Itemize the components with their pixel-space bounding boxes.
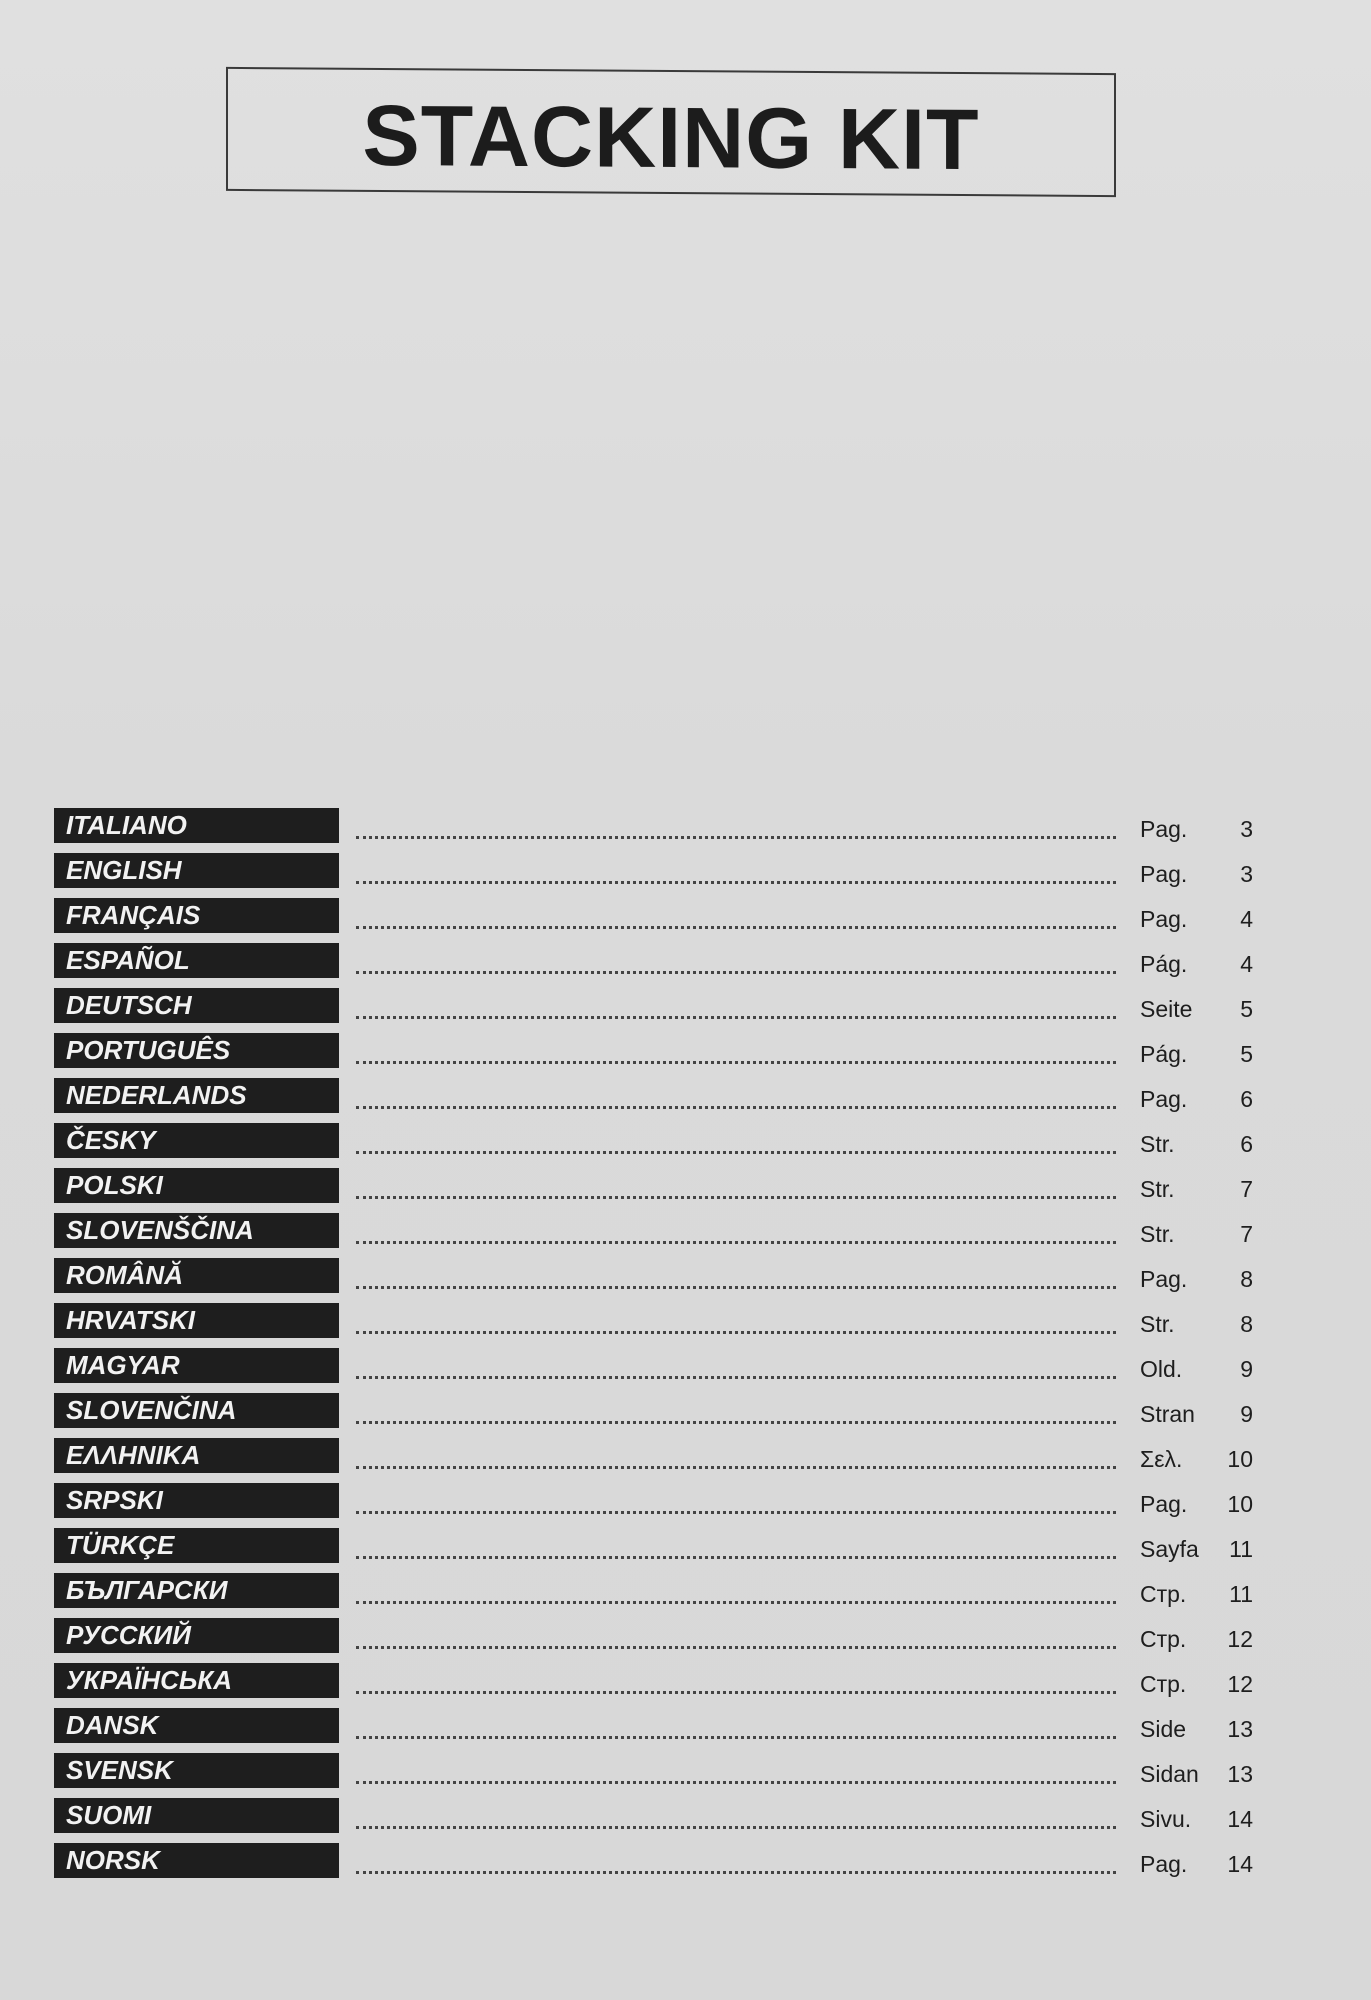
- page-number: 10: [1227, 1491, 1253, 1517]
- toc-row-slovencina[interactable]: [0, 1393, 1371, 1438]
- page-abbreviation: Pag.: [1140, 861, 1188, 887]
- language-label: ITALIANO: [54, 808, 339, 843]
- toc-row-cesky[interactable]: [0, 1123, 1371, 1168]
- page-number: 4: [1240, 951, 1253, 977]
- dot-leader: [356, 1061, 1116, 1064]
- page-number: 8: [1240, 1266, 1253, 1292]
- toc-row-english[interactable]: [0, 853, 1371, 898]
- dot-leader: [356, 1376, 1116, 1379]
- language-label: SUOMI: [54, 1798, 339, 1833]
- dot-leader: [356, 1331, 1116, 1334]
- document-title: STACKING KIT: [362, 87, 980, 188]
- toc-row-nederlands[interactable]: [0, 1078, 1371, 1123]
- page-abbreviation: Str.: [1140, 1221, 1175, 1247]
- page-abbreviation: Pág.: [1140, 951, 1188, 977]
- dot-leader: [356, 881, 1116, 884]
- page-abbreviation: Pág.: [1140, 1041, 1188, 1067]
- language-label: SLOVENŠČINA: [54, 1213, 339, 1248]
- language-label: FRANÇAIS: [54, 898, 339, 933]
- page-number: 14: [1227, 1851, 1253, 1877]
- page-number: 12: [1227, 1671, 1253, 1697]
- page-abbreviation: Стр.: [1140, 1671, 1187, 1697]
- toc-row-suomi[interactable]: [0, 1798, 1371, 1843]
- page-abbreviation: Str.: [1140, 1311, 1175, 1337]
- dot-leader: [356, 1646, 1116, 1649]
- toc-row-espanol[interactable]: [0, 943, 1371, 988]
- toc-row-deutsch[interactable]: [0, 988, 1371, 1033]
- language-label: ENGLISH: [54, 853, 339, 888]
- dot-leader: [356, 1871, 1116, 1874]
- toc-row-balgarski[interactable]: [0, 1573, 1371, 1618]
- toc-row-dansk[interactable]: [0, 1708, 1371, 1753]
- dot-leader: [356, 1826, 1116, 1829]
- toc-row-hrvatski[interactable]: [0, 1303, 1371, 1348]
- dot-leader: [356, 1421, 1116, 1424]
- language-label: ESPAÑOL: [54, 943, 339, 978]
- dot-leader: [356, 1241, 1116, 1244]
- page-number: 10: [1227, 1446, 1253, 1472]
- toc-row-polski[interactable]: [0, 1168, 1371, 1213]
- dot-leader: [356, 971, 1116, 974]
- page-abbreviation: Стр.: [1140, 1581, 1187, 1607]
- language-label: DANSK: [54, 1708, 339, 1743]
- page-number: 14: [1227, 1806, 1253, 1832]
- language-label: DEUTSCH: [54, 988, 339, 1023]
- page-number: 12: [1227, 1626, 1253, 1652]
- toc-row-svensk[interactable]: [0, 1753, 1371, 1798]
- page-number: 6: [1240, 1131, 1253, 1157]
- toc-row-romana[interactable]: [0, 1258, 1371, 1303]
- toc-row-slovenscina[interactable]: [0, 1213, 1371, 1258]
- page-number: 4: [1240, 906, 1253, 932]
- page-number: 3: [1240, 861, 1253, 887]
- language-label: TÜRKÇE: [54, 1528, 339, 1563]
- dot-leader: [356, 1466, 1116, 1469]
- language-label: POLSKI: [54, 1168, 339, 1203]
- page-number: 13: [1227, 1761, 1253, 1787]
- page-abbreviation: Стр.: [1140, 1626, 1187, 1652]
- page-abbreviation: Sayfa: [1140, 1536, 1199, 1562]
- page-number: 11: [1229, 1536, 1253, 1562]
- page-abbreviation: Sivu.: [1140, 1806, 1192, 1832]
- page-abbreviation: Str.: [1140, 1131, 1175, 1157]
- title-frame: [226, 67, 1116, 197]
- language-label: ΕΛΛΗΝΙΚΑ: [54, 1438, 339, 1473]
- dot-leader: [356, 1556, 1116, 1559]
- language-label: HRVATSKI: [54, 1303, 339, 1338]
- dot-leader: [356, 836, 1116, 839]
- language-label: БЪЛГАРСКИ: [54, 1573, 339, 1608]
- dot-leader: [356, 1196, 1116, 1199]
- dot-leader: [356, 1781, 1116, 1784]
- toc-row-ellinika[interactable]: [0, 1438, 1371, 1483]
- toc-row-srpski[interactable]: [0, 1483, 1371, 1528]
- toc-row-norsk[interactable]: [0, 1843, 1371, 1888]
- language-label: NORSK: [54, 1843, 339, 1878]
- page-number: 7: [1240, 1176, 1253, 1202]
- toc-row-francais[interactable]: [0, 898, 1371, 943]
- page-abbreviation: Sidan: [1140, 1761, 1199, 1787]
- page-abbreviation: Old.: [1140, 1356, 1183, 1382]
- page-abbreviation: Pag.: [1140, 1266, 1188, 1292]
- language-label: РУССКИЙ: [54, 1618, 339, 1653]
- toc-row-italiano[interactable]: [0, 808, 1371, 853]
- toc-row-russkiy[interactable]: [0, 1618, 1371, 1663]
- page-abbreviation: Pag.: [1140, 816, 1188, 842]
- page-number: 5: [1240, 1041, 1253, 1067]
- page-abbreviation: Str.: [1140, 1176, 1175, 1202]
- toc-row-turkce[interactable]: [0, 1528, 1371, 1573]
- dot-leader: [356, 1151, 1116, 1154]
- language-label: NEDERLANDS: [54, 1078, 339, 1113]
- toc-row-portugues[interactable]: [0, 1033, 1371, 1078]
- toc-row-ukrainska[interactable]: [0, 1663, 1371, 1708]
- page-number: 11: [1229, 1581, 1253, 1607]
- page-abbreviation: Σελ.: [1140, 1446, 1183, 1472]
- page-abbreviation: Stran: [1140, 1401, 1195, 1427]
- language-label: SLOVENČINA: [54, 1393, 339, 1428]
- page-abbreviation: Pag.: [1140, 1491, 1188, 1517]
- language-label: SVENSK: [54, 1753, 339, 1788]
- dot-leader: [356, 1691, 1116, 1694]
- dot-leader: [356, 926, 1116, 929]
- language-label: SRPSKI: [54, 1483, 339, 1518]
- page-abbreviation: Pag.: [1140, 1086, 1188, 1112]
- page-abbreviation: Seite: [1140, 996, 1193, 1022]
- page-number: 9: [1240, 1401, 1253, 1427]
- dot-leader: [356, 1016, 1116, 1019]
- toc-row-magyar[interactable]: [0, 1348, 1371, 1393]
- dot-leader: [356, 1511, 1116, 1514]
- page-abbreviation: Side: [1140, 1716, 1187, 1742]
- language-label: УКРАЇНСЬКА: [54, 1663, 339, 1698]
- dot-leader: [356, 1106, 1116, 1109]
- language-label: MAGYAR: [54, 1348, 339, 1383]
- page-number: 8: [1240, 1311, 1253, 1337]
- dot-leader: [356, 1736, 1116, 1739]
- page-number: 6: [1240, 1086, 1253, 1112]
- dot-leader: [356, 1601, 1116, 1604]
- page-number: 7: [1240, 1221, 1253, 1247]
- page-abbreviation: Pag.: [1140, 906, 1188, 932]
- page-number: 5: [1240, 996, 1253, 1022]
- dot-leader: [356, 1286, 1116, 1289]
- page-number: 9: [1240, 1356, 1253, 1382]
- language-label: PORTUGUÊS: [54, 1033, 339, 1068]
- language-label: ČESKY: [54, 1123, 339, 1158]
- page-number: 13: [1227, 1716, 1253, 1742]
- language-label: ROMÂNĂ: [54, 1258, 339, 1293]
- page-number: 3: [1240, 816, 1253, 842]
- page-abbreviation: Pag.: [1140, 1851, 1188, 1877]
